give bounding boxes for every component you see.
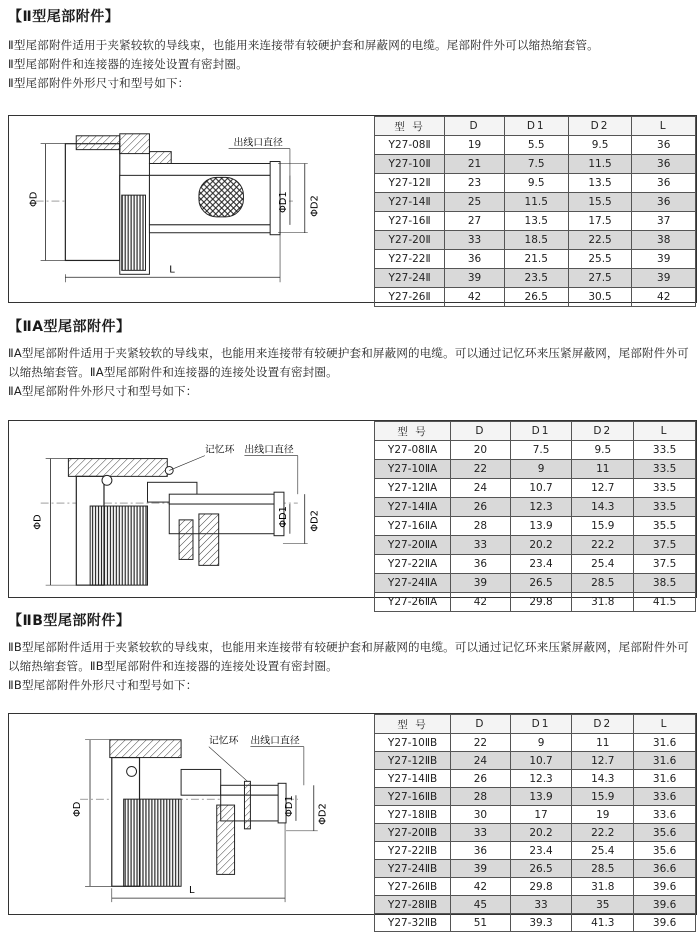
value-cell: 33 — [451, 824, 511, 842]
table-row — [375, 788, 696, 806]
value-cell: 19 — [445, 136, 505, 155]
table-row — [375, 479, 696, 498]
value-cell: 31.8 — [572, 593, 634, 612]
value-cell: 38 — [632, 231, 696, 250]
value-cell: 28 — [451, 517, 511, 536]
table-row — [375, 860, 696, 878]
value-cell: 13.9 — [510, 517, 572, 536]
type-2-drawing — [9, 116, 373, 302]
value-cell: 37.5 — [634, 536, 696, 555]
description-line: ⅡA型尾部附件适用于夹紧较软的导线束，也能用来连接带有较硬护套和屏蔽网的电缆。可以通过记忆环来压紧屏蔽网，尾部附件外可以缩热缩套管。ⅡA型尾部附件和连接器的连接处设置有密封圈。 — [8, 346, 689, 379]
description-line: Ⅱ型尾部附件适用于夹紧较软的导线束，也能用来连接带有较硬护套和屏蔽网的电缆。尾部附件外可以缩热缩套管。 — [8, 38, 599, 52]
value-cell: 25.4 — [572, 842, 634, 860]
table-row — [375, 269, 696, 288]
table-row — [375, 574, 696, 593]
table-row — [375, 734, 696, 752]
model-cell: Y27-10ⅡB — [375, 734, 451, 752]
value-cell: 9.5 — [568, 136, 632, 155]
memory-ring-label: 记忆环 — [208, 735, 239, 747]
value-cell: 22.2 — [572, 824, 634, 842]
value-cell: 9 — [510, 734, 572, 752]
dim-L-label: L — [169, 264, 175, 276]
value-cell: 33.5 — [634, 460, 696, 479]
value-cell: 27 — [445, 212, 505, 231]
value-cell: 5.5 — [504, 136, 568, 155]
value-cell: 12.7 — [572, 479, 634, 498]
col-header: D1 — [510, 422, 572, 441]
model-cell: Y27-20Ⅱ — [375, 231, 445, 250]
value-cell: 20.2 — [510, 824, 572, 842]
value-cell: 20.2 — [510, 536, 572, 555]
value-cell: 17.5 — [568, 212, 632, 231]
value-cell: 15.5 — [568, 193, 632, 212]
value-cell: 28.5 — [572, 860, 634, 878]
section-type-2a — [0, 310, 700, 608]
description-line: ⅡB型尾部附件外形尺寸和型号如下： — [8, 678, 198, 692]
section-title: 【ⅡB型尾部附件】 — [8, 613, 131, 629]
value-cell: 22.5 — [568, 231, 632, 250]
value-cell: 36 — [445, 250, 505, 269]
outlet-label: 出线口直径 — [250, 735, 300, 747]
model-cell: Y27-08Ⅱ — [375, 136, 445, 155]
model-cell: Y27-22ⅡB — [375, 842, 451, 860]
value-cell: 9.5 — [504, 174, 568, 193]
spec-frame — [8, 420, 697, 608]
value-cell: 9 — [510, 460, 572, 479]
section-title: 【Ⅱ型尾部附件】 — [8, 9, 120, 25]
model-cell: Y27-16ⅡA — [375, 517, 451, 536]
model-cell: Y27-32ⅡB — [375, 914, 451, 932]
value-cell: 39 — [445, 269, 505, 288]
value-cell: 10.7 — [510, 752, 572, 770]
value-cell: 12.3 — [510, 498, 572, 517]
outlet-label: 出线口直径 — [244, 444, 294, 456]
value-cell: 22 — [451, 460, 511, 479]
value-cell: 18.5 — [504, 231, 568, 250]
value-cell: 35.6 — [634, 824, 696, 842]
value-cell: 33.6 — [634, 788, 696, 806]
value-cell: 39.6 — [634, 878, 696, 896]
description-line: Ⅱ型尾部附件和连接器的连接处设置有密封圈。 — [8, 57, 248, 71]
model-cell: Y27-20ⅡA — [375, 536, 451, 555]
value-cell: 31.8 — [572, 878, 634, 896]
spec-frame — [8, 115, 697, 303]
value-cell: 30.5 — [568, 288, 632, 307]
model-cell: Y27-24Ⅱ — [375, 269, 445, 288]
value-cell: 33 — [451, 536, 511, 555]
table-row — [375, 914, 696, 932]
value-cell: 23 — [445, 174, 505, 193]
value-cell: 33.5 — [634, 441, 696, 460]
dim-D1-label: ΦD1 — [283, 795, 295, 817]
value-cell: 23.4 — [510, 842, 572, 860]
dim-D-label: ΦD — [32, 514, 44, 530]
value-cell: 41.5 — [634, 593, 696, 612]
section-type-2b — [0, 606, 700, 929]
table-row — [375, 806, 696, 824]
value-cell: 42 — [451, 878, 511, 896]
value-cell: 19 — [572, 806, 634, 824]
value-cell: 33 — [445, 231, 505, 250]
section-description — [8, 36, 696, 93]
model-cell: Y27-16Ⅱ — [375, 212, 445, 231]
value-cell: 39.6 — [634, 914, 696, 932]
value-cell: 51 — [451, 914, 511, 932]
value-cell: 42 — [632, 288, 696, 307]
value-cell: 39.3 — [510, 914, 572, 932]
value-cell: 25.5 — [568, 250, 632, 269]
col-header: L — [634, 715, 696, 734]
value-cell: 11 — [572, 460, 634, 479]
col-header: 型 号 — [375, 715, 451, 734]
model-cell: Y27-22ⅡA — [375, 555, 451, 574]
value-cell: 39.6 — [634, 896, 696, 914]
model-cell: Y27-26ⅡB — [375, 878, 451, 896]
table-row — [375, 824, 696, 842]
table-header-row — [375, 422, 696, 441]
col-header: D1 — [510, 715, 572, 734]
value-cell: 33 — [510, 896, 572, 914]
value-cell: 24 — [451, 479, 511, 498]
col-header: D2 — [568, 117, 632, 136]
dim-D1-label: ΦD1 — [277, 506, 289, 528]
value-cell: 9.5 — [572, 441, 634, 460]
value-cell: 26 — [451, 498, 511, 517]
model-cell: Y27-24ⅡB — [375, 860, 451, 878]
dim-D2-label: ΦD2 — [309, 510, 321, 532]
value-cell: 13.5 — [504, 212, 568, 231]
value-cell: 17 — [510, 806, 572, 824]
table-row — [375, 288, 696, 307]
value-cell: 14.3 — [572, 770, 634, 788]
value-cell: 33.5 — [634, 498, 696, 517]
value-cell: 22.2 — [572, 536, 634, 555]
spec-table — [374, 714, 696, 932]
model-cell: Y27-08ⅡA — [375, 441, 451, 460]
section-description — [8, 638, 696, 695]
value-cell: 13.5 — [568, 174, 632, 193]
value-cell: 26.5 — [504, 288, 568, 307]
value-cell: 25 — [445, 193, 505, 212]
table-row — [375, 193, 696, 212]
model-cell: Y27-16ⅡB — [375, 788, 451, 806]
table-row — [375, 752, 696, 770]
model-cell: Y27-10ⅡA — [375, 460, 451, 479]
col-header: D1 — [504, 117, 568, 136]
value-cell: 36 — [632, 193, 696, 212]
value-cell: 7.5 — [504, 155, 568, 174]
spec-table — [374, 421, 696, 612]
dim-D-label: ΦD — [72, 801, 84, 817]
value-cell: 36 — [632, 155, 696, 174]
section-title: 【ⅡA型尾部附件】 — [8, 319, 131, 335]
value-cell: 28 — [451, 788, 511, 806]
dim-D-label: ΦD — [28, 191, 40, 208]
value-cell: 11.5 — [504, 193, 568, 212]
model-cell: Y27-20ⅡB — [375, 824, 451, 842]
value-cell: 36.6 — [634, 860, 696, 878]
value-cell: 42 — [445, 288, 505, 307]
model-cell: Y27-18ⅡB — [375, 806, 451, 824]
value-cell: 45 — [451, 896, 511, 914]
value-cell: 33.6 — [634, 806, 696, 824]
section-type-2 — [0, 0, 700, 305]
model-cell: Y27-14Ⅱ — [375, 193, 445, 212]
value-cell: 38.5 — [634, 574, 696, 593]
table-row — [375, 231, 696, 250]
value-cell: 25.4 — [572, 555, 634, 574]
dim-D1-label: ΦD1 — [277, 191, 289, 213]
value-cell: 39 — [632, 250, 696, 269]
value-cell: 30 — [451, 806, 511, 824]
value-cell: 31.6 — [634, 734, 696, 752]
table-row — [375, 250, 696, 269]
col-header: 型 号 — [375, 422, 451, 441]
model-cell: Y27-12ⅡA — [375, 479, 451, 498]
model-cell: Y27-12ⅡB — [375, 752, 451, 770]
table-row — [375, 155, 696, 174]
outlet-label: 出线口直径 — [233, 137, 283, 149]
memory-ring-label: 记忆环 — [204, 444, 235, 456]
value-cell: 26 — [451, 770, 511, 788]
table-header-row — [375, 117, 696, 136]
value-cell: 39 — [451, 860, 511, 878]
value-cell: 12.7 — [572, 752, 634, 770]
col-header: D2 — [572, 422, 634, 441]
model-cell: Y27-26Ⅱ — [375, 288, 445, 307]
col-header: L — [634, 422, 696, 441]
model-cell: Y27-12Ⅱ — [375, 174, 445, 193]
table-header-row — [375, 715, 696, 734]
value-cell: 33.5 — [634, 479, 696, 498]
table-row — [375, 136, 696, 155]
spec-frame — [8, 713, 697, 929]
value-cell: 22 — [451, 734, 511, 752]
value-cell: 37.5 — [634, 555, 696, 574]
value-cell: 23.4 — [510, 555, 572, 574]
value-cell: 36 — [632, 136, 696, 155]
table-row — [375, 555, 696, 574]
value-cell: 26.5 — [510, 860, 572, 878]
value-cell: 20 — [451, 441, 511, 460]
col-header: D — [445, 117, 505, 136]
table-row — [375, 460, 696, 479]
value-cell: 21.5 — [504, 250, 568, 269]
model-cell: Y27-26ⅡA — [375, 593, 451, 612]
model-cell: Y27-10Ⅱ — [375, 155, 445, 174]
dim-L-label: L — [189, 885, 195, 897]
value-cell: 15.9 — [572, 788, 634, 806]
description-line: ⅡB型尾部附件适用于夹紧较软的导线束，也能用来连接带有较硬护套和屏蔽网的电缆。可以通过记忆环来压紧屏蔽网，尾部附件外可以缩热缩套管。ⅡB型尾部附件和连接器的连接处设置有密封圈。 — [8, 640, 689, 673]
col-header: D2 — [572, 715, 634, 734]
model-cell: Y27-22Ⅱ — [375, 250, 445, 269]
value-cell: 13.9 — [510, 788, 572, 806]
col-header: 型 号 — [375, 117, 445, 136]
value-cell: 21 — [445, 155, 505, 174]
model-cell: Y27-24ⅡA — [375, 574, 451, 593]
table-row — [375, 536, 696, 555]
value-cell: 11.5 — [568, 155, 632, 174]
value-cell: 7.5 — [510, 441, 572, 460]
table-row — [375, 212, 696, 231]
description-line: ⅡA型尾部附件外形尺寸和型号如下： — [8, 384, 198, 398]
table-row — [375, 441, 696, 460]
value-cell: 29.8 — [510, 878, 572, 896]
value-cell: 39 — [451, 574, 511, 593]
value-cell: 35.5 — [634, 517, 696, 536]
dim-D2-label: ΦD2 — [317, 803, 329, 825]
value-cell: 26.5 — [510, 574, 572, 593]
value-cell: 42 — [451, 593, 511, 612]
value-cell: 31.6 — [634, 770, 696, 788]
value-cell: 39 — [632, 269, 696, 288]
value-cell: 36 — [451, 555, 511, 574]
description-line: Ⅱ型尾部附件外形尺寸和型号如下： — [8, 76, 190, 90]
type-2b-drawing — [9, 714, 373, 914]
value-cell: 24 — [451, 752, 511, 770]
table-row — [375, 842, 696, 860]
col-header: D — [451, 715, 511, 734]
spec-table — [374, 116, 696, 307]
type-2a-drawing — [9, 421, 373, 597]
value-cell: 29.8 — [510, 593, 572, 612]
value-cell: 36 — [632, 174, 696, 193]
model-cell: Y27-14ⅡA — [375, 498, 451, 517]
value-cell: 23.5 — [504, 269, 568, 288]
col-header: L — [632, 117, 696, 136]
model-cell: Y27-14ⅡB — [375, 770, 451, 788]
col-header: D — [451, 422, 511, 441]
dim-D2-label: ΦD2 — [309, 195, 321, 217]
value-cell: 27.5 — [568, 269, 632, 288]
value-cell: 11 — [572, 734, 634, 752]
value-cell: 31.6 — [634, 752, 696, 770]
table-row — [375, 174, 696, 193]
value-cell: 37 — [632, 212, 696, 231]
value-cell: 36 — [451, 842, 511, 860]
table-row — [375, 896, 696, 914]
section-description — [8, 344, 696, 401]
table-row — [375, 498, 696, 517]
table-row — [375, 517, 696, 536]
model-cell: Y27-28ⅡB — [375, 896, 451, 914]
table-row — [375, 770, 696, 788]
value-cell: 10.7 — [510, 479, 572, 498]
table-row — [375, 878, 696, 896]
value-cell: 15.9 — [572, 517, 634, 536]
value-cell: 12.3 — [510, 770, 572, 788]
value-cell: 35 — [572, 896, 634, 914]
value-cell: 28.5 — [572, 574, 634, 593]
value-cell: 35.6 — [634, 842, 696, 860]
value-cell: 14.3 — [572, 498, 634, 517]
value-cell: 41.3 — [572, 914, 634, 932]
